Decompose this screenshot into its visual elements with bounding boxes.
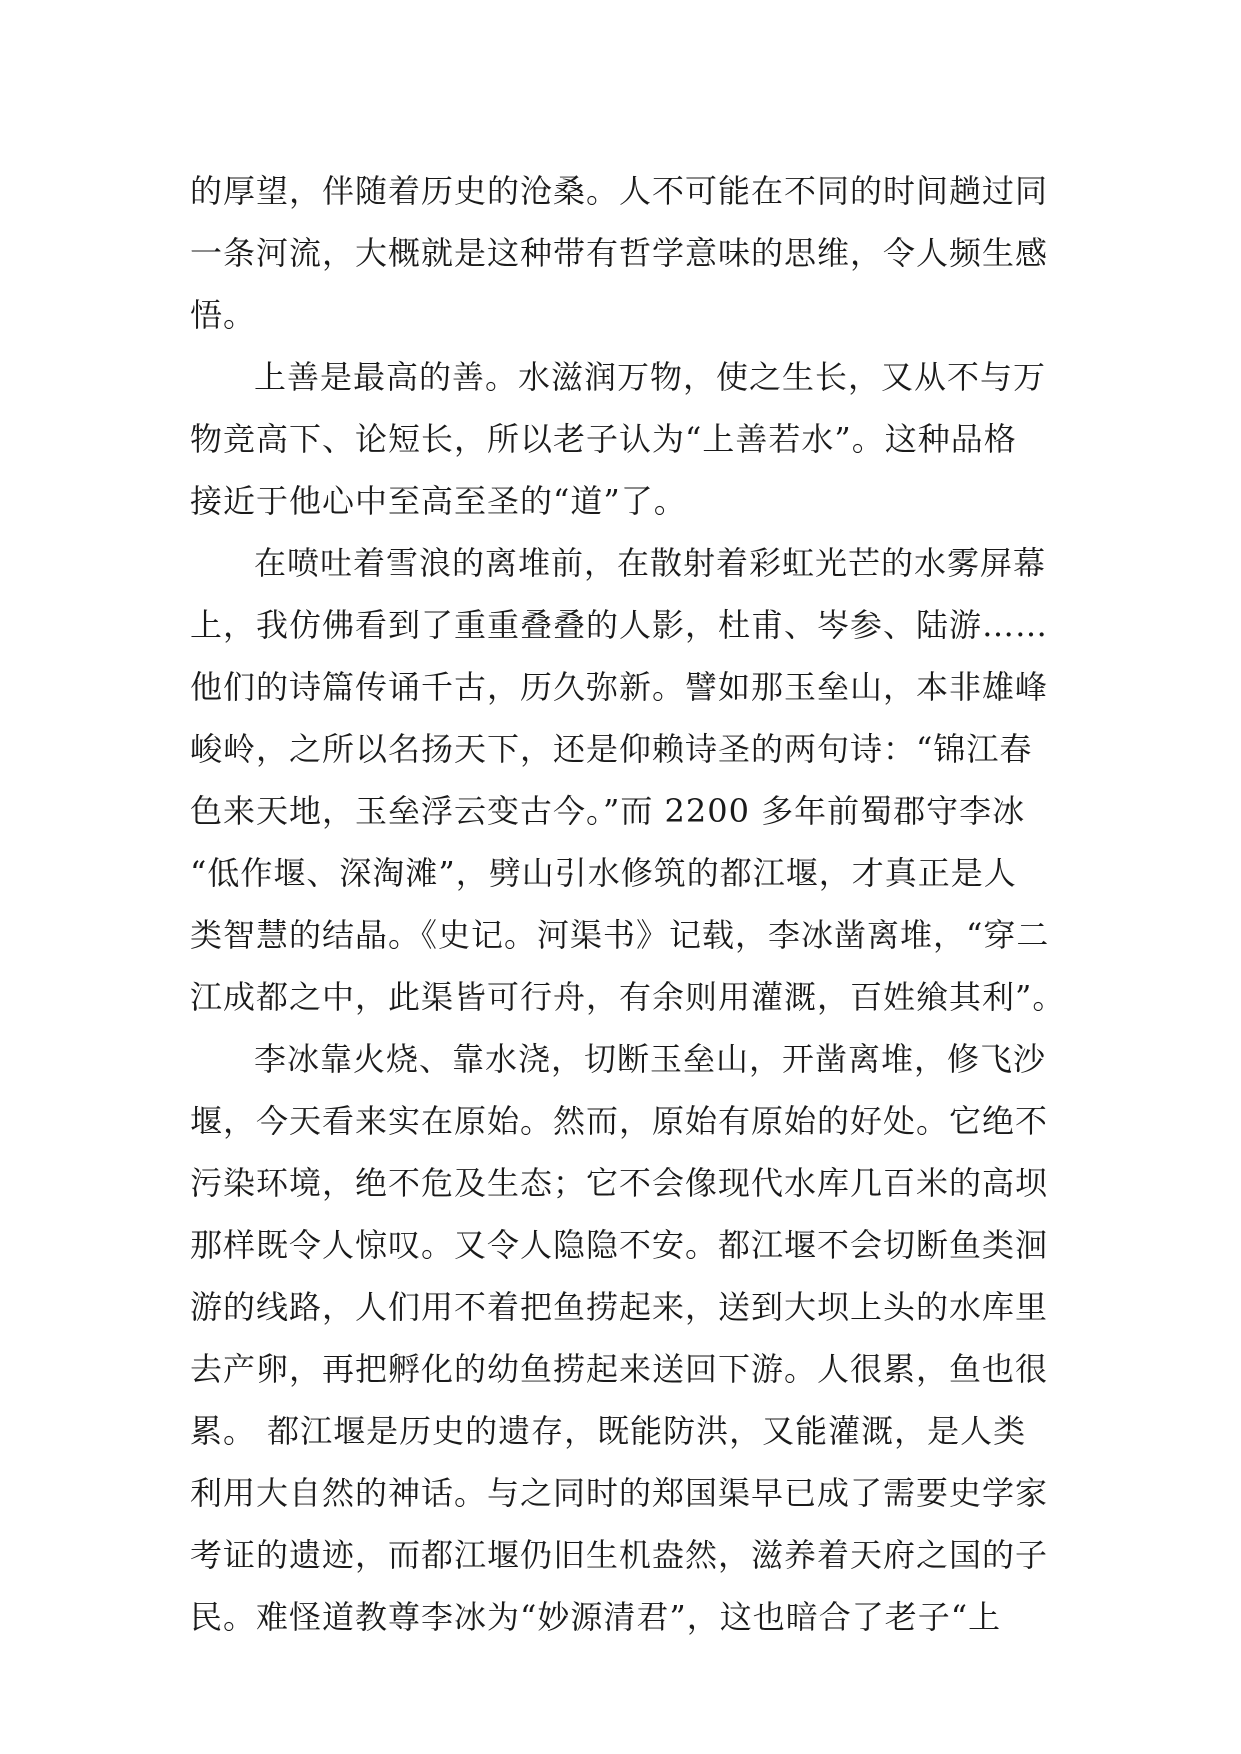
text-line: 类智慧的结晶。《史记。河渠书》记载，李冰凿离堆，“穿二 [190,916,1050,954]
text-line: 游的线路，人们用不着把鱼捞起来，送到大坝上头的水库里 [190,1288,1049,1326]
text-line: 考证的遗迹，而都江堰仍旧生机盎然，滋养着天府之国的子 [190,1536,1049,1574]
text-line: 上，我仿佛看到了重重叠叠的人影，杜甫、岑参、陆游…… [190,606,1049,644]
text-line: 一条河流，大概就是这种带有哲学意味的思维，令人频生感 [190,234,1049,272]
text-line: 堰，今天看来实在原始。然而，原始有原始的好处。它绝不 [190,1102,1049,1140]
text-line: 色来天地，玉垒浮云变古今。”而 2200 多年前蜀郡守李冰 [190,792,1026,830]
body-text [190,160,1070,1648]
text-line: 峻岭，之所以名扬天下，还是仰赖诗圣的两句诗：“锦江春 [190,730,1033,768]
text-line: 污染环境，绝不危及生态；它不会像现代水库几百米的高坝 [190,1164,1049,1202]
text-line: 李冰靠火烧、靠水浇，切断玉垒山，开凿离堆，修飞沙 [254,1040,1047,1078]
text-line: 物竞高下、论短长，所以老子认为“上善若水”。这种品格 [190,420,1017,458]
text-line: 上善是最高的善。水滋润万物，使之生长，又从不与万 [254,358,1047,396]
text-line: 在喷吐着雪浪的离堆前，在散射着彩虹光芒的水雾屏幕 [254,544,1047,582]
text-line: 利用大自然的神话。与之同时的郑国渠早已成了需要史学家 [190,1474,1049,1512]
text-line: 累。 都江堰是历史的遗存，既能防洪，又能灌溉，是人类 [190,1412,1027,1450]
text-line: 江成都之中，此渠皆可行舟，有余则用灌溉，百姓飨其利”。 [190,978,1066,1016]
text-line: 他们的诗篇传诵千古，历久弥新。譬如那玉垒山，本非雄峰 [190,668,1049,706]
text-line: 悟。 [190,296,257,334]
text-line: 去产卵，再把孵化的幼鱼捞起来送回下游。人很累，鱼也很 [190,1350,1049,1388]
text-line: “低作堰、深淘滩”，劈山引水修筑的都江堰，才真正是人 [190,854,1017,892]
text-line: 的厚望，伴随着历史的沧桑。人不可能在不同的时间趟过同 [190,172,1049,210]
text-line: 接近于他心中至高至圣的“道”了。 [190,482,687,520]
text-line: 那样既令人惊叹。又令人隐隐不安。都江堰不会切断鱼类洄 [190,1226,1049,1264]
text-line: 民。难怪道教尊李冰为“妙源清君”，这也暗合了老子“上 [190,1598,1002,1636]
